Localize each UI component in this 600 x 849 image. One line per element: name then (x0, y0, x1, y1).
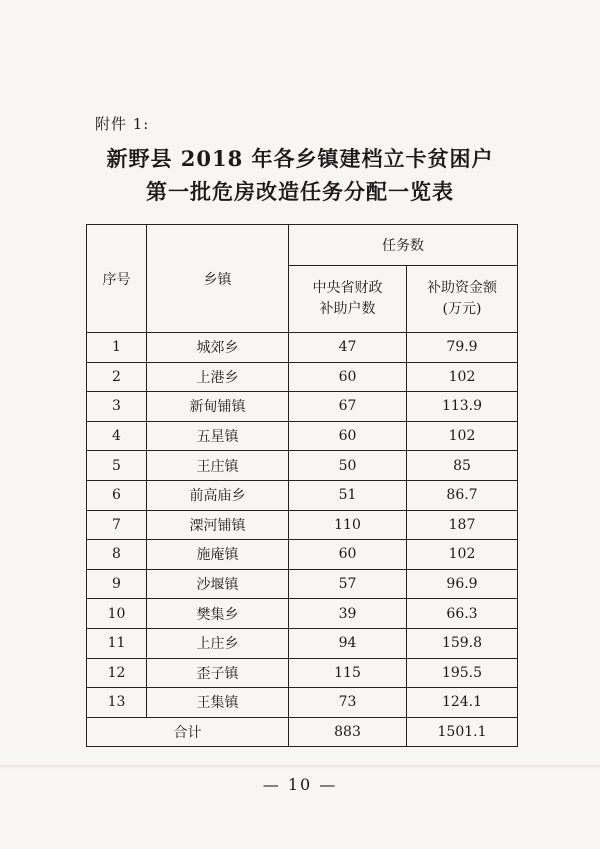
cell-town: 新甸铺镇 (147, 392, 289, 422)
cell-households: 67 (289, 392, 407, 422)
header-seq: 序号 (87, 225, 147, 333)
cell-seq: 9 (87, 569, 147, 599)
cell-town: 城郊乡 (147, 333, 289, 363)
attachment-label: 附件 1: (95, 115, 150, 133)
cell-seq: 6 (87, 480, 147, 510)
cell-funds: 124.1 (407, 688, 518, 718)
cell-seq: 12 (87, 658, 147, 688)
cell-seq: 7 (87, 510, 147, 540)
cell-funds: 102 (407, 421, 518, 451)
cell-funds: 159.8 (407, 628, 518, 658)
header-households (289, 266, 407, 333)
cell-funds: 96.9 (407, 569, 518, 599)
cell-households: 94 (289, 628, 407, 658)
cell-seq: 5 (87, 451, 147, 481)
table-row (87, 658, 518, 688)
cell-funds: 79.9 (407, 333, 518, 363)
cell-funds: 86.7 (407, 480, 518, 510)
cell-town: 王庄镇 (147, 451, 289, 481)
table-row (87, 451, 518, 481)
table-row (87, 628, 518, 658)
page-number: — 10 — (262, 775, 338, 794)
total-funds: 1501.1 (407, 717, 518, 747)
cell-town: 前高庙乡 (147, 480, 289, 510)
cell-households: 50 (289, 451, 407, 481)
cell-seq: 2 (87, 362, 147, 392)
cell-households: 115 (289, 658, 407, 688)
total-label: 合计 (87, 717, 289, 747)
allocation-table (86, 224, 518, 747)
table-row (87, 688, 518, 718)
cell-funds: 187 (407, 510, 518, 540)
table-row (87, 362, 518, 392)
cell-town: 王集镇 (147, 688, 289, 718)
cell-funds: 102 (407, 362, 518, 392)
cell-town: 樊集乡 (147, 599, 289, 629)
cell-town: 上港乡 (147, 362, 289, 392)
table-row (87, 333, 518, 363)
cell-town: 沙堰镇 (147, 569, 289, 599)
cell-households: 60 (289, 421, 407, 451)
cell-funds: 113.9 (407, 392, 518, 422)
cell-households: 47 (289, 333, 407, 363)
document-title-line1: 新野县 2018 年各乡镇建档立卡贫困户 (106, 146, 494, 171)
cell-households: 39 (289, 599, 407, 629)
cell-households: 60 (289, 540, 407, 570)
table-row (87, 480, 518, 510)
table-row (87, 599, 518, 629)
cell-funds: 85 (407, 451, 518, 481)
total-row (87, 717, 518, 747)
cell-seq: 13 (87, 688, 147, 718)
table-row (87, 510, 518, 540)
cell-seq: 3 (87, 392, 147, 422)
cell-households: 60 (289, 362, 407, 392)
cell-seq: 10 (87, 599, 147, 629)
cell-households: 110 (289, 510, 407, 540)
cell-households: 73 (289, 688, 407, 718)
cell-seq: 8 (87, 540, 147, 570)
cell-funds: 195.5 (407, 658, 518, 688)
total-households: 883 (289, 717, 407, 747)
header-task-group: 任务数 (289, 225, 518, 266)
cell-funds: 102 (407, 540, 518, 570)
cell-seq: 4 (87, 421, 147, 451)
cell-funds: 66.3 (407, 599, 518, 629)
header-town: 乡镇 (147, 225, 289, 333)
cell-town: 五星镇 (147, 421, 289, 451)
header-funds-line2: (万元) (442, 301, 482, 317)
cell-town: 溧河铺镇 (147, 510, 289, 540)
table-row (87, 569, 518, 599)
cell-households: 57 (289, 569, 407, 599)
header-households-line2: 补助户数 (319, 301, 376, 317)
header-households-line1: 中央省财政 (312, 280, 383, 296)
cell-seq: 11 (87, 628, 147, 658)
table-row (87, 540, 518, 570)
cell-town: 施庵镇 (147, 540, 289, 570)
table-row (87, 392, 518, 422)
cell-town: 上庄乡 (147, 628, 289, 658)
table-row (87, 421, 518, 451)
document-title-line2: 第一批危房改造任务分配一览表 (146, 179, 454, 204)
cell-town: 歪子镇 (147, 658, 289, 688)
cell-seq: 1 (87, 333, 147, 363)
header-funds-line1: 补助资金额 (427, 280, 497, 296)
scan-shadow (0, 765, 600, 769)
cell-households: 51 (289, 480, 407, 510)
header-funds (407, 266, 518, 333)
